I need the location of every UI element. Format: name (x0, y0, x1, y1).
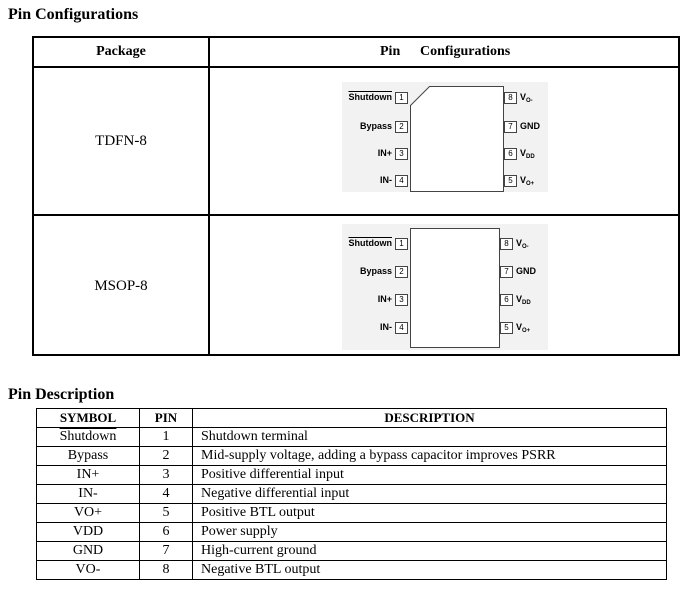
header-configurations: Configurations (420, 44, 511, 59)
pin-number-left: 3 (395, 294, 408, 306)
pin-label-main: V (516, 238, 523, 248)
pin-description-title: Pin Description (8, 386, 115, 403)
pin-label-right (520, 92, 533, 106)
pin-cell: 1 (140, 428, 193, 447)
header-pin: Pin (380, 44, 401, 59)
table-row (37, 523, 667, 542)
pin-number-left: 1 (395, 92, 408, 104)
description-cell: Negative differential input (193, 485, 667, 504)
table-row (37, 561, 667, 580)
pin-label-subscript: O- (522, 244, 529, 250)
msop-pinout-diagram (342, 224, 548, 350)
pin-number-right: 6 (500, 294, 513, 306)
pin-number-left: 2 (395, 121, 408, 133)
pin-label-left: Bypass (359, 266, 392, 276)
table-row (37, 466, 667, 485)
table-row (37, 447, 667, 466)
table-row (37, 542, 667, 561)
symbol-cell: Bypass (37, 447, 140, 466)
header-package: Package (96, 44, 146, 59)
pin-label-left: Shutdown (348, 92, 392, 102)
pin-number-right: 5 (500, 322, 513, 334)
table-row (37, 428, 667, 447)
pin-cell: 7 (140, 542, 193, 561)
pin-number-right: 7 (500, 266, 513, 278)
pin-label-subscript: O+ (522, 328, 531, 334)
description-cell: Negative BTL output (193, 561, 667, 580)
pin-label-left: IN+ (377, 148, 392, 158)
symbol-cell: VO+ (37, 504, 140, 523)
pin-label-subscript: O+ (526, 181, 535, 187)
pin-label-left: IN- (380, 175, 392, 185)
description-cell: Positive differential input (193, 466, 667, 485)
symbol-cell: VDD (37, 523, 140, 542)
pin-label-left: Bypass (359, 121, 392, 131)
symbol-cell: GND (37, 542, 140, 561)
pin-label-subscript: DD (526, 154, 535, 160)
pin-number-left: 4 (395, 175, 408, 187)
pin-label-left: IN+ (377, 294, 392, 304)
pin-number-left: 2 (395, 266, 408, 278)
pin-cell: 5 (140, 504, 193, 523)
symbol-cell: IN- (37, 485, 140, 504)
pin1-chamfer-icon (410, 86, 430, 106)
pin-number-right: 6 (504, 148, 517, 160)
pin-label-main: V (516, 322, 523, 332)
pin-number-right: 5 (504, 175, 517, 187)
description-cell: Mid-supply voltage, adding a bypass capacitor improves PSRR (193, 447, 667, 466)
pin-label-right (516, 266, 536, 276)
pin-label-right (516, 294, 531, 308)
table-row (37, 504, 667, 523)
row-divider (34, 214, 678, 216)
header-pin: PIN (140, 409, 193, 428)
pin-cell: 4 (140, 485, 193, 504)
header-description: DESCRIPTION (193, 409, 667, 428)
pin-label-main: GND (520, 121, 540, 131)
package-name-msop: MSOP-8 (94, 278, 148, 294)
package-name-tdfn: TDFN-8 (95, 133, 147, 149)
header-divider (34, 66, 678, 68)
pin-cell: 6 (140, 523, 193, 542)
tdfn-pinout-diagram (342, 82, 548, 192)
pin-label-main: V (520, 92, 527, 102)
pin-label-main: V (520, 148, 527, 158)
symbol-cell: IN+ (37, 466, 140, 485)
pin-configurations-title: Pin Configurations (8, 6, 139, 23)
pin-label-main: GND (516, 266, 536, 276)
pin-configurations-table (32, 36, 680, 356)
pin-number-right: 8 (500, 238, 513, 250)
pin-label-left: IN- (380, 322, 392, 332)
ic-body (410, 228, 500, 348)
pin-number-left: 4 (395, 322, 408, 334)
table-row (37, 485, 667, 504)
description-cell: Positive BTL output (193, 504, 667, 523)
column-divider (208, 38, 210, 354)
symbol-cell: VO- (37, 561, 140, 580)
pin-label-right (520, 121, 540, 131)
pin-label-right (520, 175, 534, 189)
pin-cell: 2 (140, 447, 193, 466)
ic-body (410, 86, 504, 192)
pin-label-subscript: O- (526, 98, 533, 104)
pin-number-left: 3 (395, 148, 408, 160)
pin-cell: 8 (140, 561, 193, 580)
pin-label-main: V (516, 294, 523, 304)
pin-description-table (36, 408, 667, 580)
pin-label-left: Shutdown (348, 238, 392, 248)
pin-label-right (520, 148, 535, 162)
pin-number-left: 1 (395, 238, 408, 250)
description-cell: High-current ground (193, 542, 667, 561)
description-cell: Power supply (193, 523, 667, 542)
symbol-cell: Shutdown (37, 428, 140, 447)
pin-number-right: 7 (504, 121, 517, 133)
pin-number-right: 8 (504, 92, 517, 104)
pin-label-right (516, 322, 530, 336)
header-symbol: SYMBOL (37, 409, 140, 428)
pin-cell: 3 (140, 466, 193, 485)
pin-label-right (516, 238, 529, 252)
pin-label-subscript: DD (522, 300, 531, 306)
pin-label-main: V (520, 175, 527, 185)
description-cell: Shutdown terminal (193, 428, 667, 447)
